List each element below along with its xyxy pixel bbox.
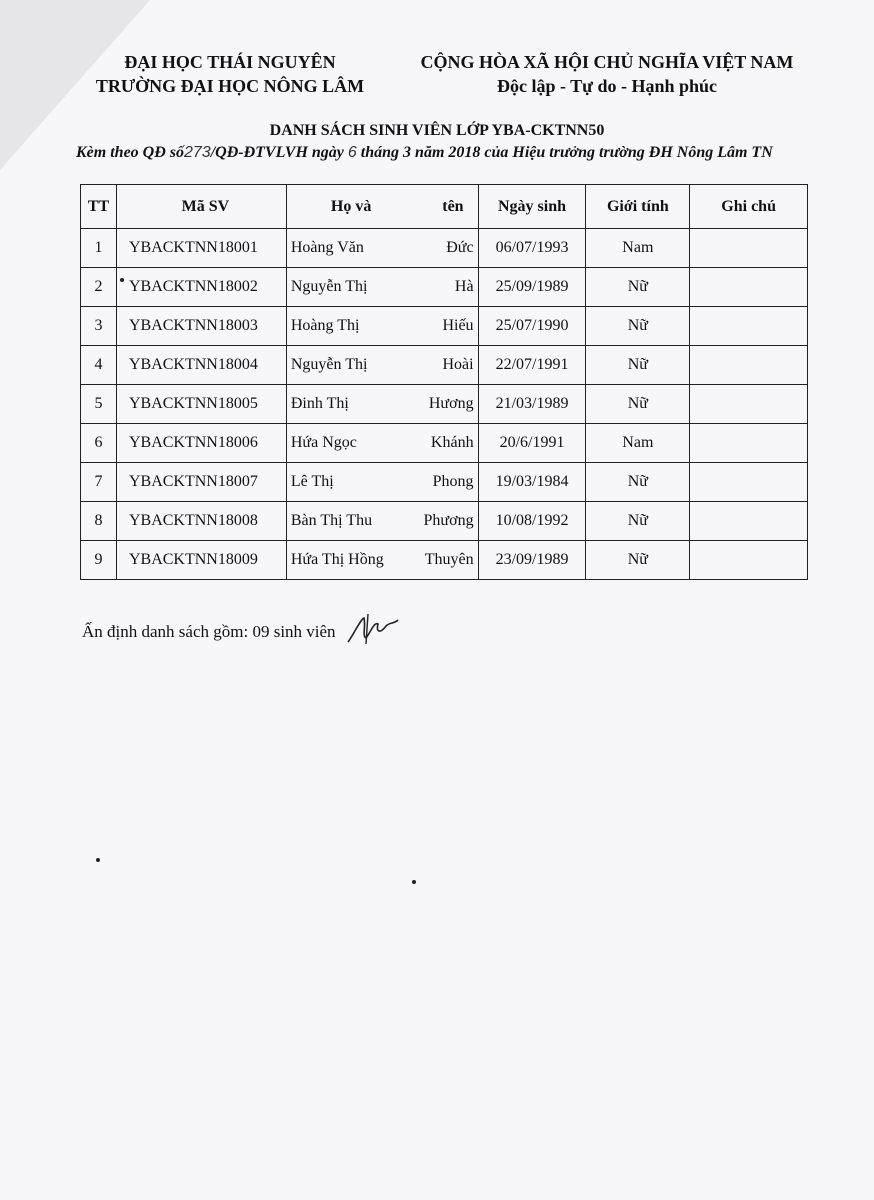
cell-name bbox=[286, 229, 478, 268]
cell-note bbox=[690, 541, 808, 580]
cell-ho: Đinh Thị bbox=[290, 395, 349, 412]
decision-day: 6 bbox=[347, 144, 357, 161]
cell-tt: 9 bbox=[81, 541, 117, 580]
cell-name bbox=[286, 385, 478, 424]
cell-tt: 5 bbox=[81, 385, 117, 424]
cell-sex: Nữ bbox=[586, 268, 690, 307]
cell-note bbox=[690, 424, 808, 463]
table-row bbox=[81, 502, 808, 541]
student-table bbox=[80, 184, 808, 580]
table-row bbox=[81, 307, 808, 346]
table-row bbox=[81, 385, 808, 424]
cell-student-id: YBACKTNN18005 bbox=[116, 385, 286, 424]
cell-ten: Phương bbox=[423, 512, 474, 529]
cell-student-id: YBACKTNN18006 bbox=[116, 424, 286, 463]
cell-dob: 21/03/1989 bbox=[478, 385, 586, 424]
cell-ho: Hứa Thị Hồng bbox=[290, 551, 384, 568]
cell-note bbox=[690, 385, 808, 424]
cell-note bbox=[690, 346, 808, 385]
cell-tt: 6 bbox=[81, 424, 117, 463]
header-dob: Ngày sinh bbox=[478, 185, 586, 229]
cell-note bbox=[690, 229, 808, 268]
cell-tt: 3 bbox=[81, 307, 117, 346]
header-sex: Giới tính bbox=[586, 185, 690, 229]
cell-tt: 2 bbox=[81, 268, 117, 307]
table-row bbox=[81, 424, 808, 463]
cell-tt: 8 bbox=[81, 502, 117, 541]
cell-ten: Phong bbox=[432, 473, 474, 490]
punch-dot bbox=[120, 278, 124, 282]
cell-student-id: YBACKTNN18004 bbox=[116, 346, 286, 385]
subtitle-part1: Kèm theo QĐ số bbox=[76, 144, 184, 161]
cell-ten: Hiếu bbox=[442, 317, 474, 334]
header-ten: tên bbox=[442, 197, 464, 215]
table-row bbox=[81, 229, 808, 268]
cell-ho: Hoàng Thị bbox=[290, 317, 360, 334]
cell-sex: Nam bbox=[586, 424, 690, 463]
cell-note bbox=[690, 307, 808, 346]
cell-sex: Nữ bbox=[586, 541, 690, 580]
punch-dot bbox=[412, 880, 416, 884]
cell-dob: 06/07/1993 bbox=[478, 229, 586, 268]
header-ho: Họ và bbox=[330, 197, 372, 215]
list-count-note: Ấn định danh sách gồm: 09 sinh viên bbox=[82, 622, 336, 641]
cell-name bbox=[286, 541, 478, 580]
cell-ten: Đức bbox=[446, 239, 474, 256]
header-name bbox=[286, 185, 478, 229]
cell-ten: Hương bbox=[428, 395, 474, 412]
table-row bbox=[81, 541, 808, 580]
cell-student-id: YBACKTNN18003 bbox=[116, 307, 286, 346]
cell-student-id: YBACKTNN18007 bbox=[116, 463, 286, 502]
cell-dob: 25/09/1989 bbox=[478, 268, 586, 307]
document-subtitle bbox=[76, 144, 836, 162]
cell-ho: Bàn Thị Thu bbox=[290, 512, 373, 529]
cell-student-id: YBACKTNN18008 bbox=[116, 502, 286, 541]
cell-tt: 4 bbox=[81, 346, 117, 385]
header-student-id: Mã SV bbox=[116, 185, 286, 229]
cell-student-id: YBACKTNN18001 bbox=[116, 229, 286, 268]
cell-student-id: YBACKTNN18009 bbox=[116, 541, 286, 580]
cell-ho: Hứa Ngọc bbox=[290, 434, 357, 451]
cell-ho: Lê Thị bbox=[290, 473, 334, 490]
country-name: CỘNG HÒA XÃ HỘI CHỦ NGHĨA VIỆT NAM bbox=[420, 52, 794, 72]
cell-sex: Nữ bbox=[586, 502, 690, 541]
cell-dob: 19/03/1984 bbox=[478, 463, 586, 502]
cell-dob: 10/08/1992 bbox=[478, 502, 586, 541]
cell-sex: Nữ bbox=[586, 385, 690, 424]
cell-name bbox=[286, 268, 478, 307]
handwritten-signature bbox=[344, 612, 404, 648]
table-row bbox=[81, 463, 808, 502]
cell-name bbox=[286, 502, 478, 541]
cell-sex: Nữ bbox=[586, 346, 690, 385]
cell-tt: 7 bbox=[81, 463, 117, 502]
cell-note bbox=[690, 502, 808, 541]
cell-ho: Hoàng Văn bbox=[290, 239, 364, 256]
cell-ten: Hà bbox=[454, 278, 474, 295]
cell-ho: Nguyễn Thị bbox=[290, 356, 368, 373]
cell-dob: 23/09/1989 bbox=[478, 541, 586, 580]
cell-name bbox=[286, 307, 478, 346]
cell-tt: 1 bbox=[81, 229, 117, 268]
header-tt: TT bbox=[81, 185, 117, 229]
cell-note bbox=[690, 463, 808, 502]
cell-sex: Nữ bbox=[586, 463, 690, 502]
cell-ten: Hoài bbox=[442, 356, 474, 373]
subtitle-part2: /QĐ-ĐTVLVH ngày bbox=[210, 144, 348, 161]
cell-ten: Khánh bbox=[430, 434, 474, 451]
punch-dot bbox=[96, 858, 100, 862]
cell-sex: Nữ bbox=[586, 307, 690, 346]
document-title: DANH SÁCH SINH VIÊN LỚP YBA-CKTNN50 bbox=[269, 122, 605, 139]
school-name: TRƯỜNG ĐẠI HỌC NÔNG LÂM bbox=[95, 76, 365, 96]
cell-dob: 22/07/1991 bbox=[478, 346, 586, 385]
cell-sex: Nam bbox=[586, 229, 690, 268]
motto: Độc lập - Tự do - Hạnh phúc bbox=[496, 76, 718, 96]
cell-note bbox=[690, 268, 808, 307]
national-motto bbox=[412, 50, 802, 98]
cell-dob: 25/07/1990 bbox=[478, 307, 586, 346]
table-row bbox=[81, 346, 808, 385]
institution-header bbox=[80, 50, 380, 98]
table-header-row bbox=[81, 185, 808, 229]
cell-name bbox=[286, 463, 478, 502]
subtitle-part3: tháng 3 năm 2018 của Hiệu trưởng trường ĐH Nông Lâm TN bbox=[356, 144, 773, 161]
cell-name bbox=[286, 346, 478, 385]
cell-ten: Thuyên bbox=[424, 551, 474, 568]
header-note: Ghi chú bbox=[690, 185, 808, 229]
decision-number: 273 bbox=[184, 144, 211, 161]
cell-student-id: YBACKTNN18002 bbox=[116, 268, 286, 307]
university-name: ĐẠI HỌC THÁI NGUYÊN bbox=[124, 52, 336, 72]
cell-name bbox=[286, 424, 478, 463]
cell-dob: 20/6/1991 bbox=[478, 424, 586, 463]
cell-ho: Nguyễn Thị bbox=[290, 278, 368, 295]
table-row bbox=[81, 268, 808, 307]
